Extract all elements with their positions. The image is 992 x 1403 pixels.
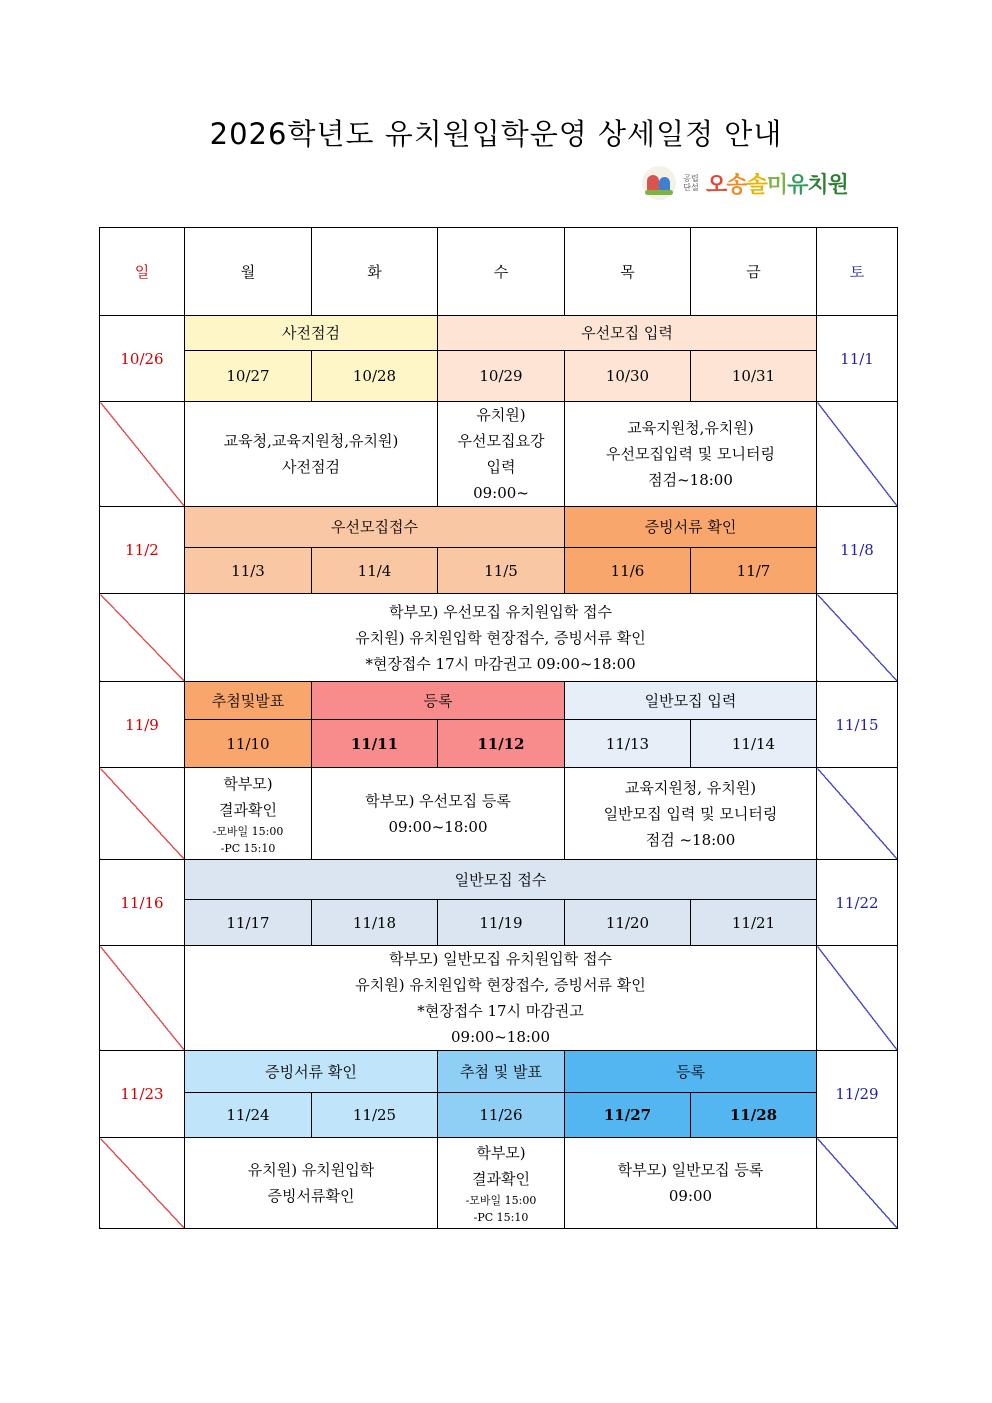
week3-detail-result: 학부모) 결과확인 -모바일 15:00 -PC 15:10 [185, 768, 312, 860]
week1-detail-row [100, 402, 898, 507]
week2-sunday-date: 11/2 [100, 507, 185, 594]
saturday-blank-cell [817, 594, 898, 682]
week1-detail-monitoring: 교육지원청,유치원) 우선모집입력 및 모니터링 점검~18:00 [565, 402, 817, 507]
date-cell: 11/6 [565, 548, 691, 594]
date-cell: 11/25 [312, 1093, 438, 1138]
week4-saturday-date: 11/22 [817, 860, 898, 946]
day-header-wed: 수 [438, 228, 565, 316]
day-header-tue: 화 [312, 228, 438, 316]
saturday-blank-cell [817, 946, 898, 1051]
week3-sunday-date: 11/9 [100, 682, 185, 768]
week5-label-registration: 등록 [565, 1051, 817, 1093]
week3-saturday-date: 11/15 [817, 682, 898, 768]
week2-date-row [100, 548, 898, 594]
date-cell: 11/28 [691, 1093, 817, 1138]
schedule-calendar [99, 227, 898, 1229]
date-cell: 10/29 [438, 351, 565, 402]
sunday-blank-cell [100, 946, 185, 1051]
week5-detail-row [100, 1138, 898, 1229]
date-cell: 10/27 [185, 351, 312, 402]
week1-label-precheck: 사전점검 [185, 316, 438, 351]
day-header-sun: 일 [100, 228, 185, 316]
week5-saturday-date: 11/29 [817, 1051, 898, 1138]
week1-label-priority-input: 우선모집 입력 [438, 316, 817, 351]
week5-label-document-check: 증빙서류 확인 [185, 1051, 438, 1093]
sunday-blank-cell [100, 768, 185, 860]
week3-detail-row [100, 768, 898, 860]
kindergarten-logo [642, 166, 848, 200]
week3-label-lottery: 추첨및발표 [185, 682, 312, 720]
week1-date-row [100, 351, 898, 402]
date-cell: 11/21 [691, 900, 817, 946]
page-title: 2026학년도 유치원입학운영 상세일정 안내 [209, 117, 783, 151]
week4-detail-row [100, 946, 898, 1051]
week2-label-document-check: 증빙서류 확인 [565, 507, 817, 548]
week4-label-general-apply: 일반모집 접수 [185, 860, 817, 900]
week5-detail-documents: 유치원) 유치원입학 증빙서류확인 [185, 1138, 438, 1229]
week1-label-row [100, 316, 898, 351]
sunday-blank-cell [100, 594, 185, 682]
week2-detail-apply: 학부모) 우선모집 유치원입학 접수 유치원) 유치원입학 현장접수, 증빙서류 확인 *현장접수 17시 마감권고 09:00~18:00 [185, 594, 817, 682]
week2-label-row [100, 507, 898, 548]
date-cell: 11/24 [185, 1093, 312, 1138]
date-cell: 11/18 [312, 900, 438, 946]
sunday-blank-cell [100, 402, 185, 507]
date-cell: 11/7 [691, 548, 817, 594]
week1-sunday-date: 10/26 [100, 316, 185, 402]
day-header-fri: 금 [691, 228, 817, 316]
week4-sunday-date: 11/16 [100, 860, 185, 946]
day-header-thu: 목 [565, 228, 691, 316]
date-cell: 11/4 [312, 548, 438, 594]
week5-label-lottery: 추첨 및 발표 [438, 1051, 565, 1093]
week2-saturday-date: 11/8 [817, 507, 898, 594]
week5-detail-result: 학부모) 결과확인 -모바일 15:00 -PC 15:10 [438, 1138, 565, 1229]
week4-detail-apply: 학부모) 일반모집 유치원입학 접수 유치원) 유치원입학 현장접수, 증빙서류 확인 *현장접수 17시 마감권고 09:00~18:00 [185, 946, 817, 1051]
date-cell: 10/30 [565, 351, 691, 402]
date-cell: 11/13 [565, 720, 691, 768]
week1-saturday-date: 11/1 [817, 316, 898, 402]
week3-detail-monitoring: 교육지원청, 유치원) 일반모집 입력 및 모니터링 점검 ~18:00 [565, 768, 817, 860]
week3-detail-registration: 학부모) 우선모집 등록 09:00~18:00 [312, 768, 565, 860]
week3-label-registration: 등록 [312, 682, 565, 720]
week2-detail-row [100, 594, 898, 682]
sunday-blank-cell [100, 1138, 185, 1229]
date-cell: 11/27 [565, 1093, 691, 1138]
week3-label-general-input: 일반모집 입력 [565, 682, 817, 720]
day-header-mon: 월 [185, 228, 312, 316]
week3-label-row [100, 682, 898, 720]
saturday-blank-cell [817, 1138, 898, 1229]
week4-label-row [100, 860, 898, 900]
date-cell: 10/28 [312, 351, 438, 402]
logo-emblem-icon [642, 166, 676, 200]
week1-detail-guideline: 유치원) 우선모집요강 입력 09:00~ [438, 402, 565, 507]
week4-date-row [100, 900, 898, 946]
date-cell: 11/3 [185, 548, 312, 594]
date-cell: 11/12 [438, 720, 565, 768]
date-cell: 11/20 [565, 900, 691, 946]
logo-subtitle: 공립 단설 [683, 174, 699, 192]
date-cell: 11/26 [438, 1093, 565, 1138]
date-cell: 11/11 [312, 720, 438, 768]
week5-date-row [100, 1093, 898, 1138]
weekday-header-row [100, 228, 898, 316]
week5-detail-registration: 학부모) 일반모집 등록 09:00 [565, 1138, 817, 1229]
date-cell: 10/31 [691, 351, 817, 402]
date-cell: 11/17 [185, 900, 312, 946]
week2-label-priority-apply: 우선모집접수 [185, 507, 565, 548]
date-cell: 11/14 [691, 720, 817, 768]
saturday-blank-cell [817, 402, 898, 507]
week5-label-row [100, 1051, 898, 1093]
day-header-sat: 토 [817, 228, 898, 316]
week3-date-row [100, 720, 898, 768]
saturday-blank-cell [817, 768, 898, 860]
date-cell: 11/19 [438, 900, 565, 946]
logo-name: 오송솔미유치원 [706, 172, 848, 198]
date-cell: 11/10 [185, 720, 312, 768]
week5-sunday-date: 11/23 [100, 1051, 185, 1138]
date-cell: 11/5 [438, 548, 565, 594]
week1-detail-precheck: 교육청,교육지원청,유치원) 사전점검 [185, 402, 438, 507]
